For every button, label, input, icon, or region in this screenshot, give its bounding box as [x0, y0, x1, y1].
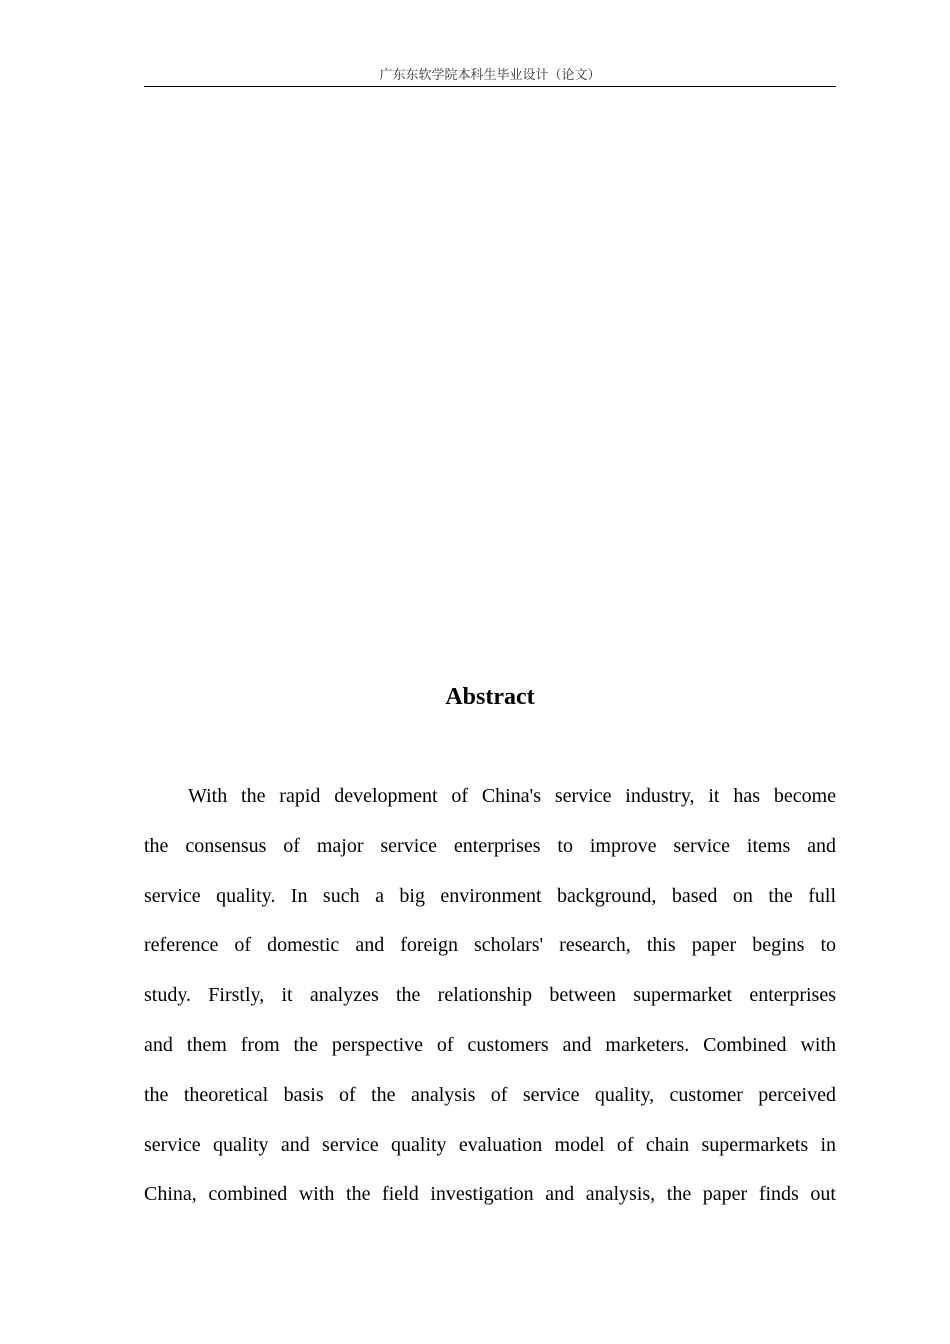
abstract-line: the theoretical basis of the analysis of service quality, customer perceived	[144, 1083, 836, 1106]
abstract-line: study. Firstly, it analyzes the relationship between supermarket enterprises	[144, 984, 836, 1007]
abstract-body	[144, 772, 836, 1220]
abstract-title: Abstract	[445, 684, 535, 710]
running-header: 广东东软学院本科生毕业设计（论文）	[144, 66, 836, 87]
abstract-line: and them from the perspective of customers and marketers. Combined with	[144, 1033, 836, 1056]
abstract-line: service quality and service quality evaluation model of chain supermarkets in	[144, 1133, 836, 1156]
abstract-line: With the rapid development of China's service industry, it has become	[188, 785, 836, 807]
abstract-line: China, combined with the field investigation and analysis, the paper finds out	[144, 1183, 836, 1206]
abstract-line: reference of domestic and foreign scholars' research, this paper begins to	[144, 934, 836, 957]
abstract-line: service quality. In such a big environment background, based on the full	[144, 884, 836, 907]
abstract-line: the consensus of major service enterprises to improve service items and	[144, 834, 836, 857]
